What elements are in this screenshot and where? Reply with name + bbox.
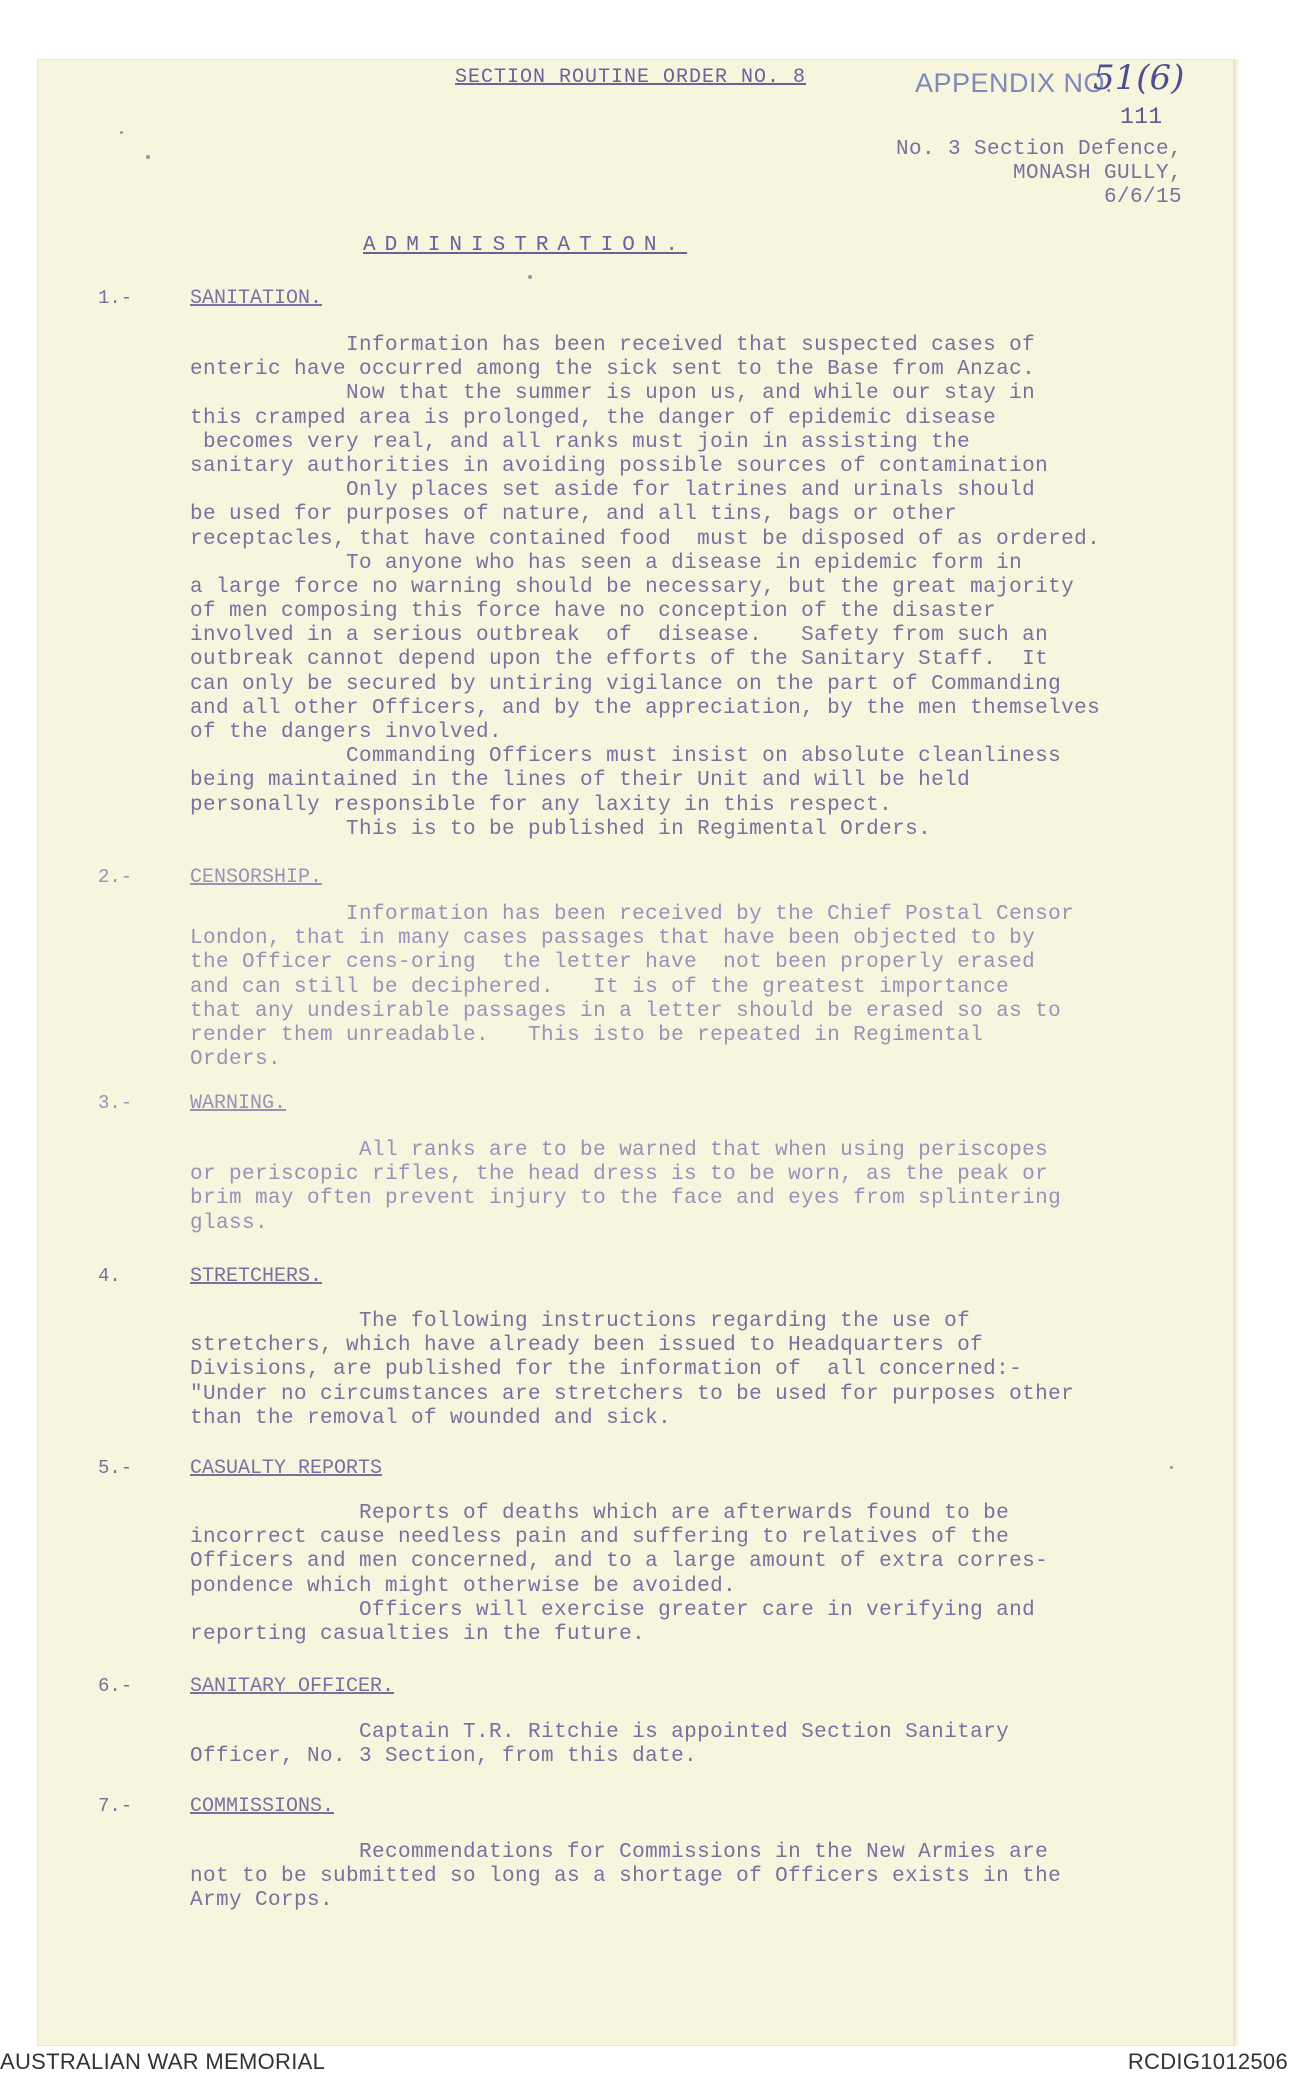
order-heading: SECTION ROUTINE ORDER NO. 8: [455, 66, 807, 89]
text-line: Captain T.R. Ritchie is appointed Section Sanitary: [190, 1721, 1010, 1744]
text-line: enteric have occurred among the sick sent to the Base from Anzac.: [190, 358, 1036, 382]
section-heading: CASUALTY REPORTS: [190, 1457, 383, 1480]
text-line: outbreak cannot depend upon the efforts of the Sanitary Staff. It: [190, 648, 1049, 672]
text-line: incorrect cause needless pain and suffering to relatives of the: [190, 1526, 1010, 1550]
text-line: the Officer cens-oring the letter have not been properly erased: [190, 951, 1036, 975]
text-line: sanitary authorities in avoiding possible sources of contamination: [190, 454, 1049, 478]
text-line: This is to be published in Regimental Orders.: [190, 817, 932, 841]
text-line: becomes very real, and all ranks must join in assisting the: [190, 430, 971, 454]
text-line: Officers will exercise greater care in verifying and: [190, 1598, 1036, 1622]
section-body: [190, 1502, 1230, 1647]
text-line: personally responsible for any laxity in this respect.: [190, 793, 893, 817]
appendix-handwritten-number: 51(6): [1093, 58, 1185, 98]
section-body: [190, 1721, 1230, 1769]
text-line: glass.: [190, 1211, 269, 1235]
text-line: Orders.: [190, 1048, 282, 1072]
text-line: Now that the summer is upon us, and while our stay in: [190, 382, 1036, 406]
section-heading: CENSORSHIP.: [190, 866, 323, 889]
text-line: and can still be deciphered. It is of the greatest importance: [190, 975, 1010, 999]
text-line: than the removal of wounded and sick.: [190, 1406, 672, 1430]
text-line: being maintained in the lines of their Unit and will be held: [190, 769, 971, 793]
text-line: and all other Officers, and by the appreciation, by the men themselves: [190, 696, 1101, 720]
text-line: can only be secured by untiring vigilance on the part of Commanding: [190, 672, 1062, 696]
section-number: 6.-: [98, 1675, 133, 1697]
text-line: be used for purposes of nature, and all tins, bags or other: [190, 503, 958, 527]
section-number: 1.-: [98, 287, 133, 309]
address-line: MONASH GULLY,: [1012, 162, 1182, 185]
section-body: [190, 1139, 1230, 1236]
text-line: "Under no circumstances are stretchers to be used for purposes other: [190, 1382, 1075, 1406]
text-line: or periscopic rifles, the head dress is to be worn, as the peak or: [190, 1163, 1049, 1187]
section-body: [190, 334, 1230, 842]
address-line: No. 3 Section Defence,: [895, 138, 1182, 161]
address-line: 6/6/15: [1103, 186, 1182, 209]
text-line: Recommendations for Commissions in the New Armies are: [190, 1841, 1049, 1864]
text-line: of men composing this force have no conception of the disaster: [190, 600, 997, 624]
section-number: 5.-: [98, 1457, 133, 1479]
text-line: Divisions, are published for the information of all concerned:-: [190, 1358, 1023, 1382]
text-line: Reports of deaths which are afterwards found to be: [190, 1502, 1010, 1525]
text-line: that any undesirable passages in a letter should be erased so as to: [190, 999, 1062, 1023]
section-heading: WARNING.: [190, 1092, 287, 1115]
paper-speck: [528, 275, 532, 279]
text-line: Officer, No. 3 Section, from this date.: [190, 1745, 698, 1769]
text-line: of the dangers involved.: [190, 721, 503, 744]
document-title: ADMINISTRATION.: [363, 234, 688, 257]
text-line: The following instructions regarding the use of: [190, 1310, 971, 1333]
section-body: [190, 1841, 1230, 1914]
text-line: pondence which might otherwise be avoided.: [190, 1574, 737, 1598]
page-edge: [1233, 60, 1239, 2045]
folio-number: 111: [1120, 104, 1163, 130]
section-number: 3.-: [98, 1092, 133, 1114]
text-line: receptacles, that have contained food must be disposed of as ordered.: [190, 527, 1101, 551]
appendix-stamp: APPENDIX NO.: [915, 68, 1114, 98]
text-line: reporting casualties in the future.: [190, 1622, 646, 1646]
text-line: a large force no warning should be necessary, but the great majority: [190, 575, 1075, 599]
archive-credit: AUSTRALIAN WAR MEMORIAL: [0, 2049, 326, 2074]
section-heading: COMMISSIONS.: [190, 1795, 335, 1818]
text-line: All ranks are to be warned that when using periscopes: [190, 1139, 1049, 1162]
address-block: [896, 138, 1182, 210]
section-body: [190, 1310, 1230, 1431]
text-line: render them unreadable. This isto be repeated in Regimental: [190, 1023, 984, 1047]
text-line: not to be submitted so long as a shortage of Officers exists in the: [190, 1865, 1062, 1889]
section-number: 4.: [98, 1265, 121, 1287]
paper-speck: [1170, 1466, 1173, 1469]
section-heading: STRETCHERS.: [190, 1265, 323, 1288]
text-line: Information has been received that suspected cases of: [190, 334, 1036, 357]
text-line: brim may often prevent injury to the face and eyes from splintering: [190, 1187, 1062, 1211]
text-line: stretchers, which have already been issued to Headquarters of: [190, 1334, 984, 1358]
paper-speck: [146, 155, 150, 159]
text-line: London, that in many cases passages that have been objected to by: [190, 927, 1036, 951]
text-line: involved in a serious outbreak of disease. Safety from such an: [190, 624, 1049, 648]
text-line: Information has been received by the Chief Postal Censor: [190, 903, 1075, 926]
text-line: Only places set aside for latrines and urinals should: [190, 479, 1036, 503]
section-number: 7.-: [98, 1795, 133, 1817]
paper-speck: [120, 131, 123, 134]
text-line: Officers and men concerned, and to a large amount of extra corres-: [190, 1550, 1049, 1574]
text-line: Army Corps.: [190, 1889, 334, 1913]
section-heading: SANITARY OFFICER.: [190, 1675, 395, 1698]
text-line: this cramped area is prolonged, the danger of epidemic disease: [190, 406, 997, 430]
archive-identifier: RCDIG1012506: [1127, 2049, 1288, 2074]
text-line: Commanding Officers must insist on absolute cleanliness: [190, 745, 1062, 769]
section-heading: SANITATION.: [190, 287, 323, 310]
text-line: To anyone who has seen a disease in epidemic form in: [190, 551, 1023, 575]
section-body: [190, 903, 1230, 1072]
section-number: 2.-: [98, 866, 133, 888]
